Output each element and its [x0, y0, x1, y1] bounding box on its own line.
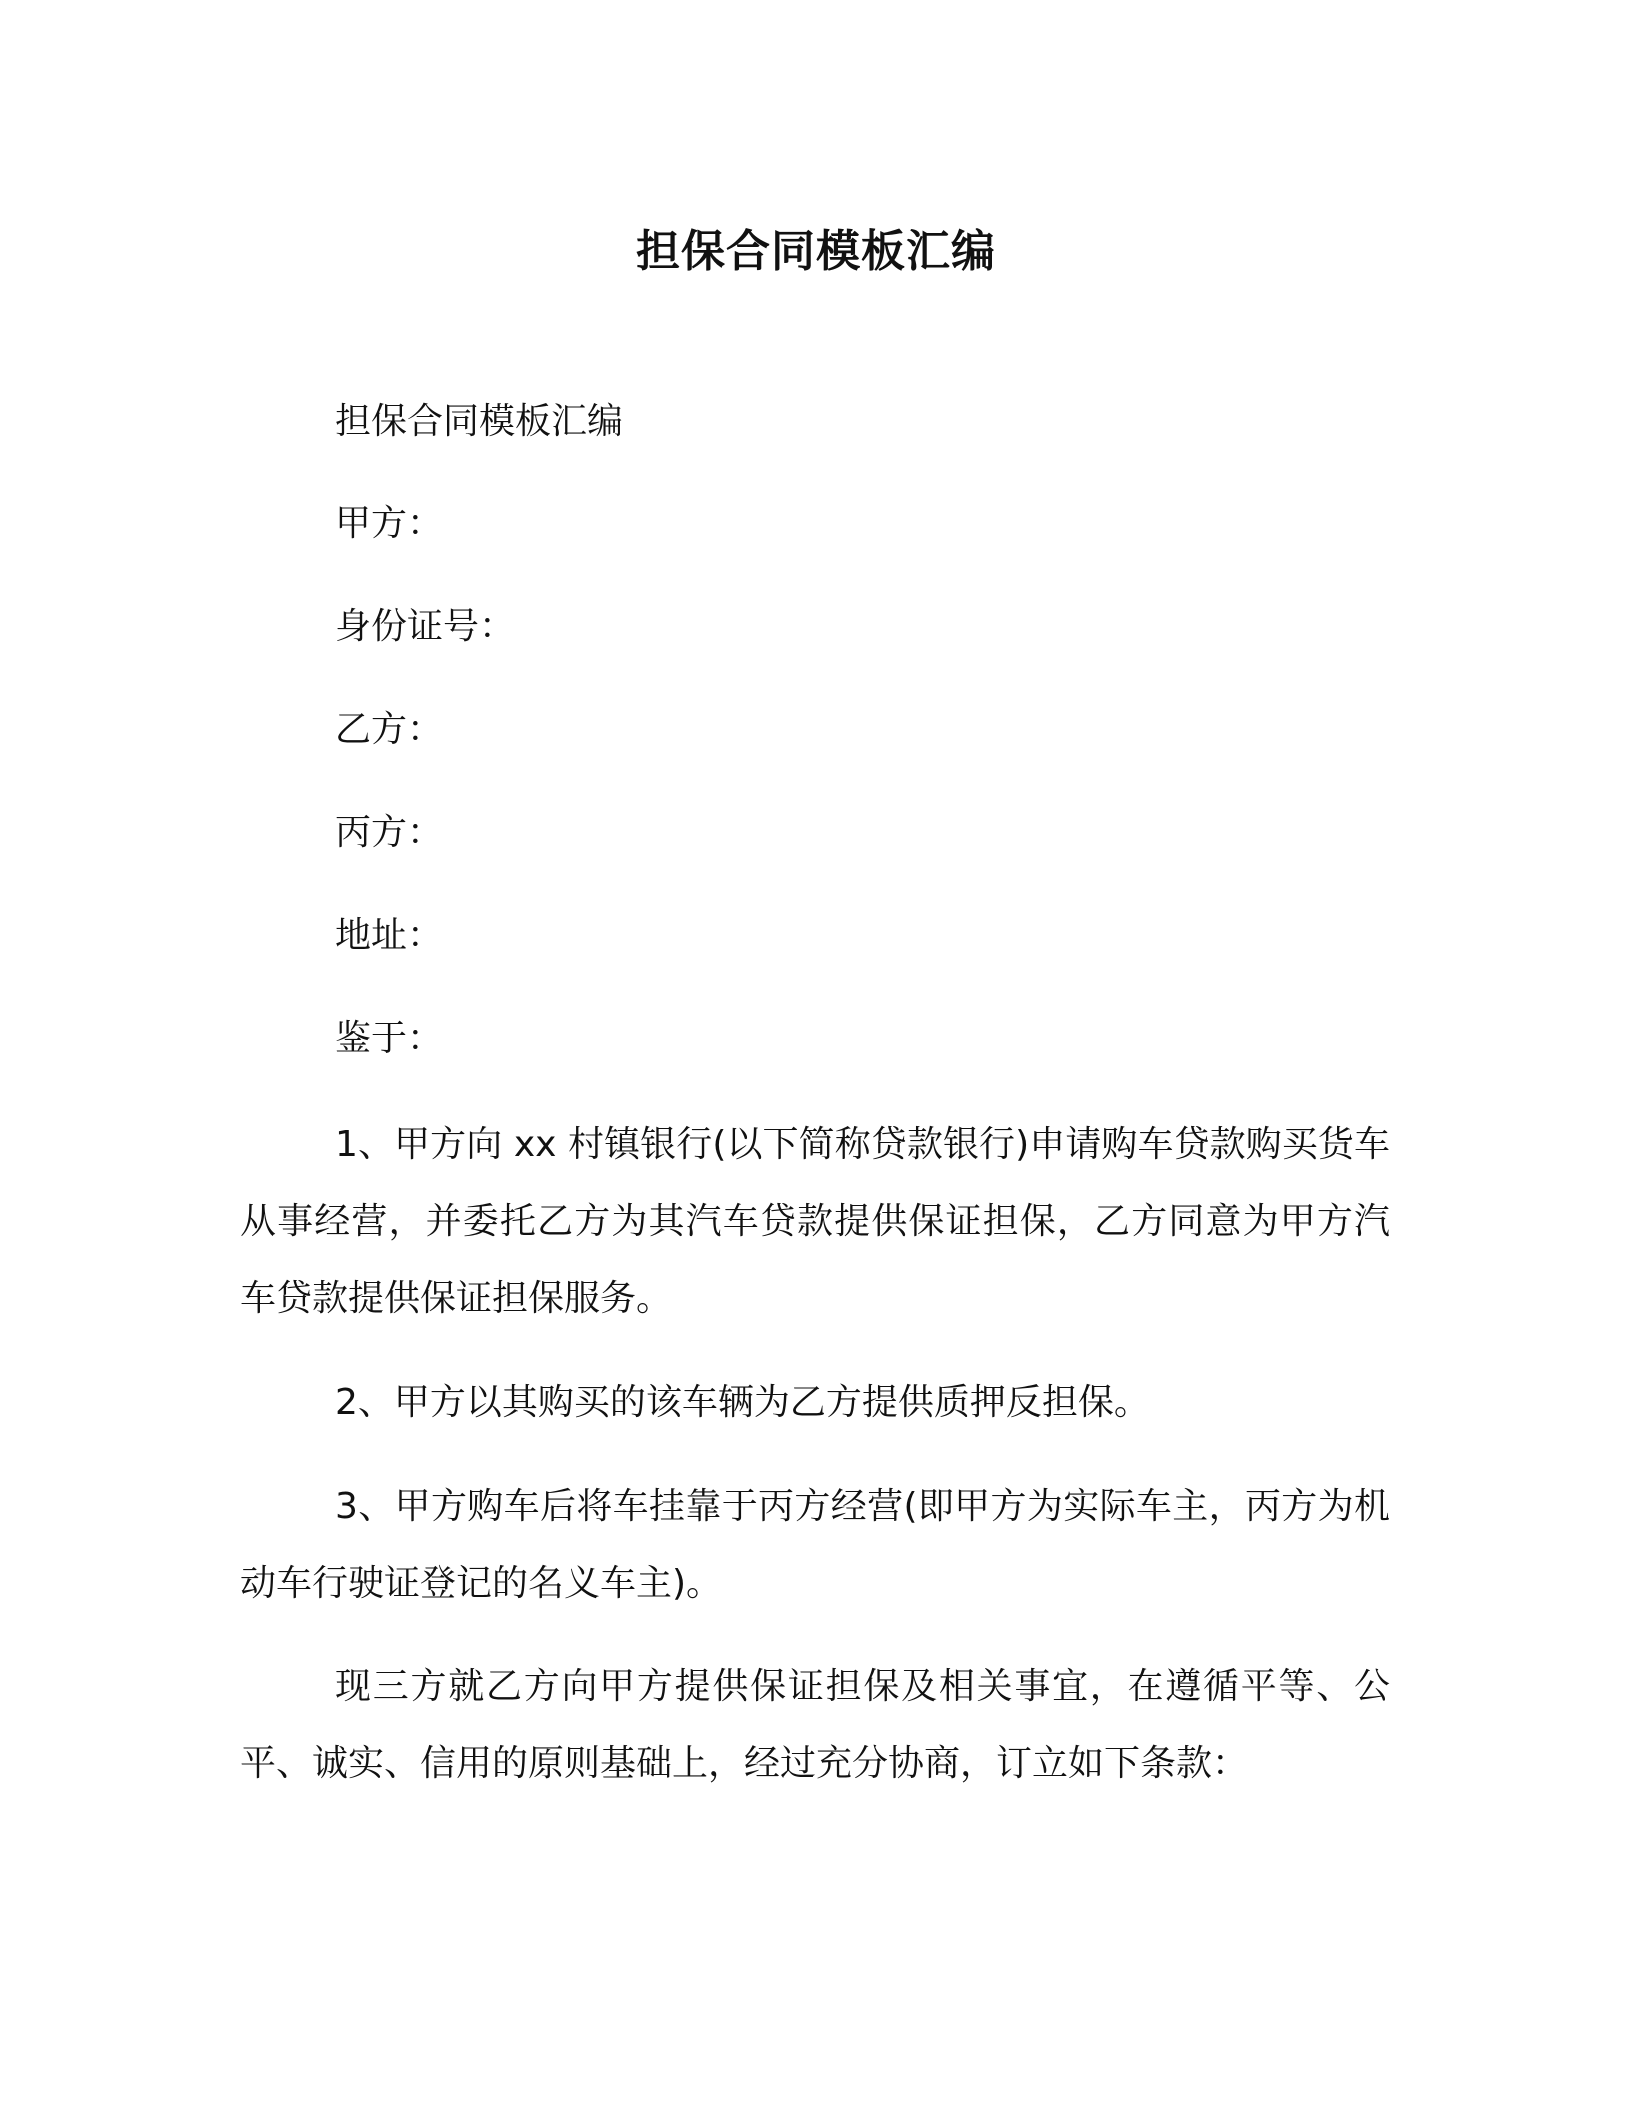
- whereas-label: 鉴于：: [335, 1018, 444, 1059]
- clause-2: 2、甲方以其购买的该车辆为乙方提供质押反担保。: [335, 1382, 1150, 1423]
- address-label: 地址：: [335, 915, 444, 956]
- document-subtitle: 担保合同模板汇编: [335, 401, 624, 442]
- document-title: 担保合同模板汇编: [636, 226, 996, 277]
- clause-3: 3、甲方购车后将车挂靠于丙方经营(即甲方为实际车主，丙方为机动车行驶证登记的名义车主)。: [240, 1486, 1390, 1604]
- party-b-label: 乙方：: [335, 709, 444, 750]
- clause-1: 1、甲方向 xx 村镇银行(以下简称贷款银行)申请购车贷款购买货车从事经营，并委托乙方为其汽车贷款提供保证担保，乙方同意为甲方汽车贷款提供保证担保服务。: [240, 1124, 1390, 1319]
- id-number-label: 身份证号：: [335, 606, 516, 647]
- party-a-label: 甲方：: [335, 503, 444, 544]
- party-c-label: 丙方：: [335, 812, 444, 853]
- agreement-intro-paragraph: 现三方就乙方向甲方提供保证担保及相关事宜，在遵循平等、公平、诚实、信用的原则基础上，经过充分协商，订立如下条款：: [240, 1666, 1390, 1784]
